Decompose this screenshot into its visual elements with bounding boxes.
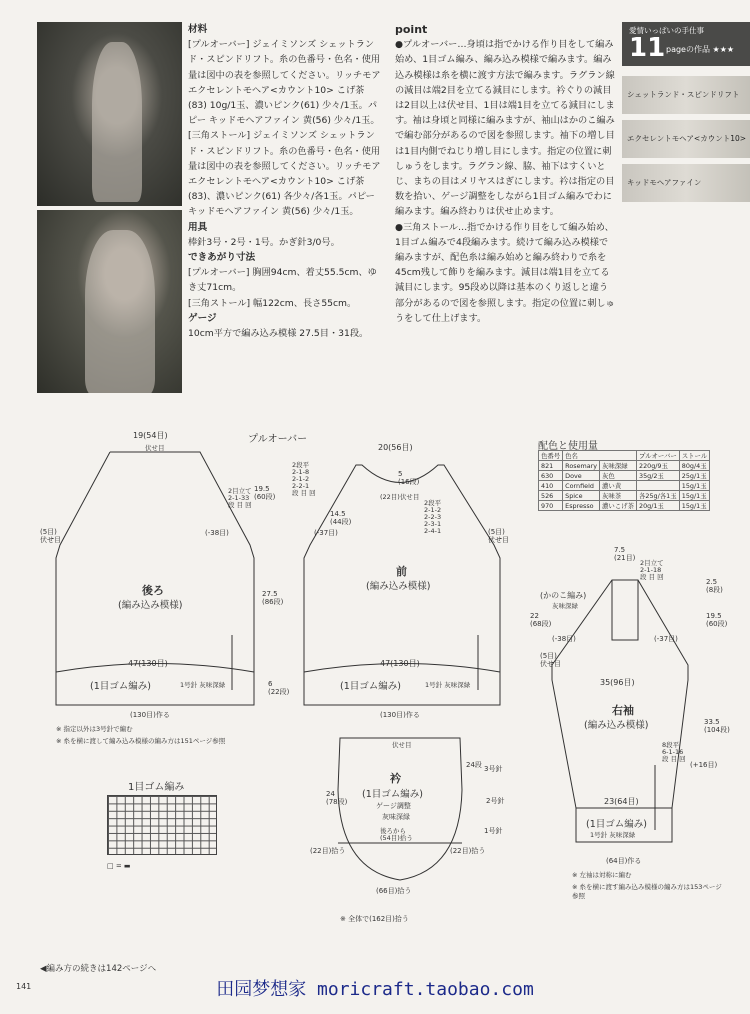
collar-total: ※ 全体で(162目)拾う	[340, 915, 409, 923]
size-heading: できあがり寸法	[188, 252, 256, 264]
front-cast: (130目)作る	[380, 711, 420, 719]
sleeve-top-width: 7.5 (21目)	[614, 546, 636, 562]
table-row: 526 Spice 灰味茶 各25g/各1玉 15g/1玉	[539, 491, 710, 501]
table-row: 410 Cornfield 濃い黄 15g/1玉	[539, 481, 710, 491]
yarn-sample-1: シェットランド・スピンドリフト	[622, 76, 750, 114]
rib-chart-grid	[107, 795, 217, 855]
continue-note: ◀編み方の続きは142ページへ	[40, 964, 157, 974]
collar-color: 灰味深緑	[382, 813, 410, 821]
front-top-width: 20(56目)	[378, 443, 413, 452]
sleeve-width-bottom: 23(64目)	[604, 797, 639, 806]
diagram-title: プルオーバー	[248, 434, 308, 445]
sleeve-note2: ※ 糸を横に渡す編み込み模様の編み方は153ページ参照	[572, 883, 722, 900]
sleeve-height-mid: 33.5 (104段)	[704, 718, 730, 734]
page-number: 141	[16, 982, 32, 991]
collar-needle3: 3号針	[484, 765, 503, 773]
collar-front-pick: (66目)拾う	[376, 887, 412, 895]
collar-name: 衿	[390, 772, 401, 785]
back-cast: (130目)作る	[130, 711, 170, 719]
front-neck-dec2: 2段平 2-1-2 2-2-3 2-3-1 2-4-1	[424, 499, 442, 535]
front-width: 47(130目)	[380, 659, 420, 668]
tools-heading: 用具	[188, 221, 208, 233]
pullover-label: [プルオーバー]	[188, 39, 250, 51]
sleeve-top-dec: 2目立て 2-1-18 段 目 回	[640, 559, 664, 581]
header-works: pageの作品 ★★★	[666, 45, 735, 54]
sleeve-needle: 1号針 灰味深緑	[590, 831, 636, 839]
back-rib-height: 6 (22段)	[268, 680, 290, 696]
front-name: 前	[396, 565, 407, 578]
color-table	[538, 450, 710, 511]
front-neck-bind: (22目)伏せ目	[380, 493, 420, 501]
note-pattern: ※ 糸を横に渡して編み込み模様の編み方は151ページ参照	[56, 737, 226, 745]
collar-needle1: 1号針	[484, 827, 503, 835]
back-top-dec: 2目立て 2-1-33 段 目 回	[228, 487, 252, 509]
front-center-height: 14.5 (44段)	[330, 510, 352, 526]
point-heading: point	[395, 23, 428, 36]
header-subtitle: 愛情いっぱいの手仕事	[629, 26, 704, 35]
size-stole: [三角ストール] 幅122cm、長さ55cm。	[188, 297, 357, 309]
table-header-row: 色番号 色名 プルオーバー ストール	[539, 451, 710, 461]
gauge-text: 10cm平方で編み込み模様 27.5目・31段。	[188, 328, 369, 340]
collar-left-pick: (22目)拾う	[310, 847, 346, 855]
sleeve-note1: ※ 左袖は対称に編む	[572, 871, 632, 879]
front-pattern: (編み込み模様)	[366, 581, 431, 592]
yarn-sample-2: エクセレントモヘア<カウント10>	[622, 120, 750, 158]
collar-back-pick: 後ろから (54目)拾う	[380, 827, 413, 842]
tools-text: 棒針3号・2号・1号。かぎ針3/0号。	[188, 236, 340, 248]
header-number: 11	[629, 33, 666, 63]
rib-chart-legend: □ = ▬	[107, 862, 131, 870]
collar-needle2: 2号針	[486, 797, 505, 805]
sleeve-top-height: 22 (68段)	[530, 612, 552, 628]
sleeve-inc: 8段平 6-1-16 段 目 回	[662, 741, 686, 763]
back-top-width: 19(54目)	[133, 431, 168, 440]
sleeve-pattern: (編み込み模様)	[584, 720, 649, 731]
collar-height: 24 (78段)	[326, 790, 348, 806]
size-pullover: [プルオーバー] 胸囲94cm、着丈55.5cm、ゆき丈71cm。	[188, 267, 377, 294]
shop-watermark: 田园梦想家 moricraft.taobao.com	[216, 979, 534, 1000]
stole-text: ジェイミソンズ シェットランド・スピンドリフト。糸の色番号・色名・使用量は図中の表を参照してください。リッチモア エクセレントモヘア<カウント10> こげ茶(83)、濃いピンク(61) 各少々/各1玉。パピー キッドモヘアファイン 黄(56) 少々/1玉。	[188, 130, 381, 218]
back-rib: (1目ゴム編み)	[90, 681, 151, 692]
sleeve-rib: (1目ゴム編み)	[586, 819, 647, 830]
front-rib: (1目ゴム編み)	[340, 681, 401, 692]
front-neck-dec: 2段平 2-1-8 2-1-2 2-2-1 段 目 回	[292, 461, 316, 497]
rib-chart-title: 1目ゴム編み	[128, 782, 185, 793]
collar-gauge-adj: ゲージ調整	[376, 802, 411, 810]
sleeve-dec-right: (-37目)	[654, 635, 678, 643]
point-stole: ●三角ストール…指でかける作り目をして編み始め、1目ゴム編みで4段編みます。続けて編み込み模様で編みますが、配色糸は編み始めと編み終わりで糸を45cm残して飾りを編みます。減目は端1目を立てる減目にします。95段め以降は基本のくり返しと違う部分があるので図を参照します。指定の位置に刺しゅうをして仕上げます。	[395, 221, 615, 324]
color-table-title: 配色と使用量	[538, 441, 598, 452]
stole-label: [三角ストール]	[188, 130, 251, 142]
back-pattern: (編み込み模様)	[118, 600, 183, 611]
front-needle: 1号針 灰味深緑	[425, 681, 471, 689]
front-neck-height: 5 (16段)	[398, 470, 420, 486]
sleeve-kanoko: (かのこ編み)	[540, 591, 587, 600]
back-bind: 伏せ目	[145, 444, 165, 452]
back-name: 後ろ	[142, 584, 164, 597]
gauge-heading: ゲージ	[188, 312, 217, 324]
sleeve-height-top-right: 19.5 (60段)	[706, 612, 728, 628]
sleeve-width-top: 35(96目)	[600, 678, 635, 687]
materials-heading: 材料	[188, 24, 208, 35]
front-side-bind: (5目) 伏せ目	[488, 528, 509, 544]
collar-rib: (1目ゴム編み)	[362, 789, 423, 800]
sleeve-inc-total: (+16目)	[690, 761, 718, 769]
sleeve-name: 右袖	[612, 704, 634, 717]
table-row: 630 Dove 灰色 35g/2玉 25g/1玉	[539, 471, 710, 481]
yarn-sample-3: キッドモヘアファイン	[622, 164, 750, 202]
collar-bind: 伏せ目	[392, 741, 412, 749]
back-width: 47(130目)	[128, 659, 168, 668]
back-needle: 1号針 灰味深緑	[180, 681, 226, 689]
table-row: 821 Rosemary 灰味深緑 220g/9玉 80g/4玉	[539, 461, 710, 471]
sleeve-side-bind: (5目) 伏せ目	[540, 652, 561, 668]
sleeve-kanoko	[612, 580, 638, 640]
pullover-text: ジェイミソンズ シェットランド・スピンドリフト。糸の色番号・色名・使用量は図中の表を参照してください。リッチモア エクセレントモヘア<カウント10> こげ茶(83) 10g/1玉、濃いピンク(61) 少々/1玉。パピー キッドモヘアファイン 黄(56) 少々/1玉。	[188, 39, 381, 127]
collar-right-pick: (22目)拾う	[450, 847, 486, 855]
point-pullover: ●プルオーバー…身頃は指でかける作り目をして編み始め、1目ゴム編み、編み込み模様で編みます。編み込み模様は糸を横に渡す方法で編みます。ラグラン線の減目は端2目を立てる減目にします。衿ぐりの減目は2目以上は伏せ目、1目は端1目を立てる減目にします。袖は身頃と同様に編みますが、袖山はかのこ編みで編む部分があるので図を参照します。袖下の増し目は1目内側でねじり増し目にします。指定の位置に刺しゅうをします。ラグラン線、脇、袖下はすくいとじ、まちの目はメリヤスはぎにします。衿は指定の目数を拾い、ゲージ調整をしながら1目ゴム編みでわに編みます。編み終わりは伏せ止めます。	[395, 39, 615, 218]
back-dec: (-38目)	[205, 529, 229, 537]
sleeve-cast: (64目)作る	[606, 857, 642, 865]
note-needle: ※ 指定以外は3号針で編む	[56, 725, 133, 733]
front-dec: (-37目)	[314, 529, 338, 537]
back-side-bind: (5目) 伏せ目	[40, 528, 61, 544]
sleeve-top-rows: 2.5 (8段)	[706, 578, 723, 594]
sleeve-dec-left: (-38目)	[552, 635, 576, 643]
table-row: 970 Espresso 濃いこげ茶 20g/1玉 15g/1玉	[539, 501, 710, 511]
back-height-top: 19.5 (60段)	[254, 485, 276, 501]
collar-height-right: 24段	[466, 761, 482, 769]
sleeve-kanoko-color: 灰味深緑	[552, 602, 578, 610]
back-height-body: 27.5 (86段)	[262, 590, 284, 606]
